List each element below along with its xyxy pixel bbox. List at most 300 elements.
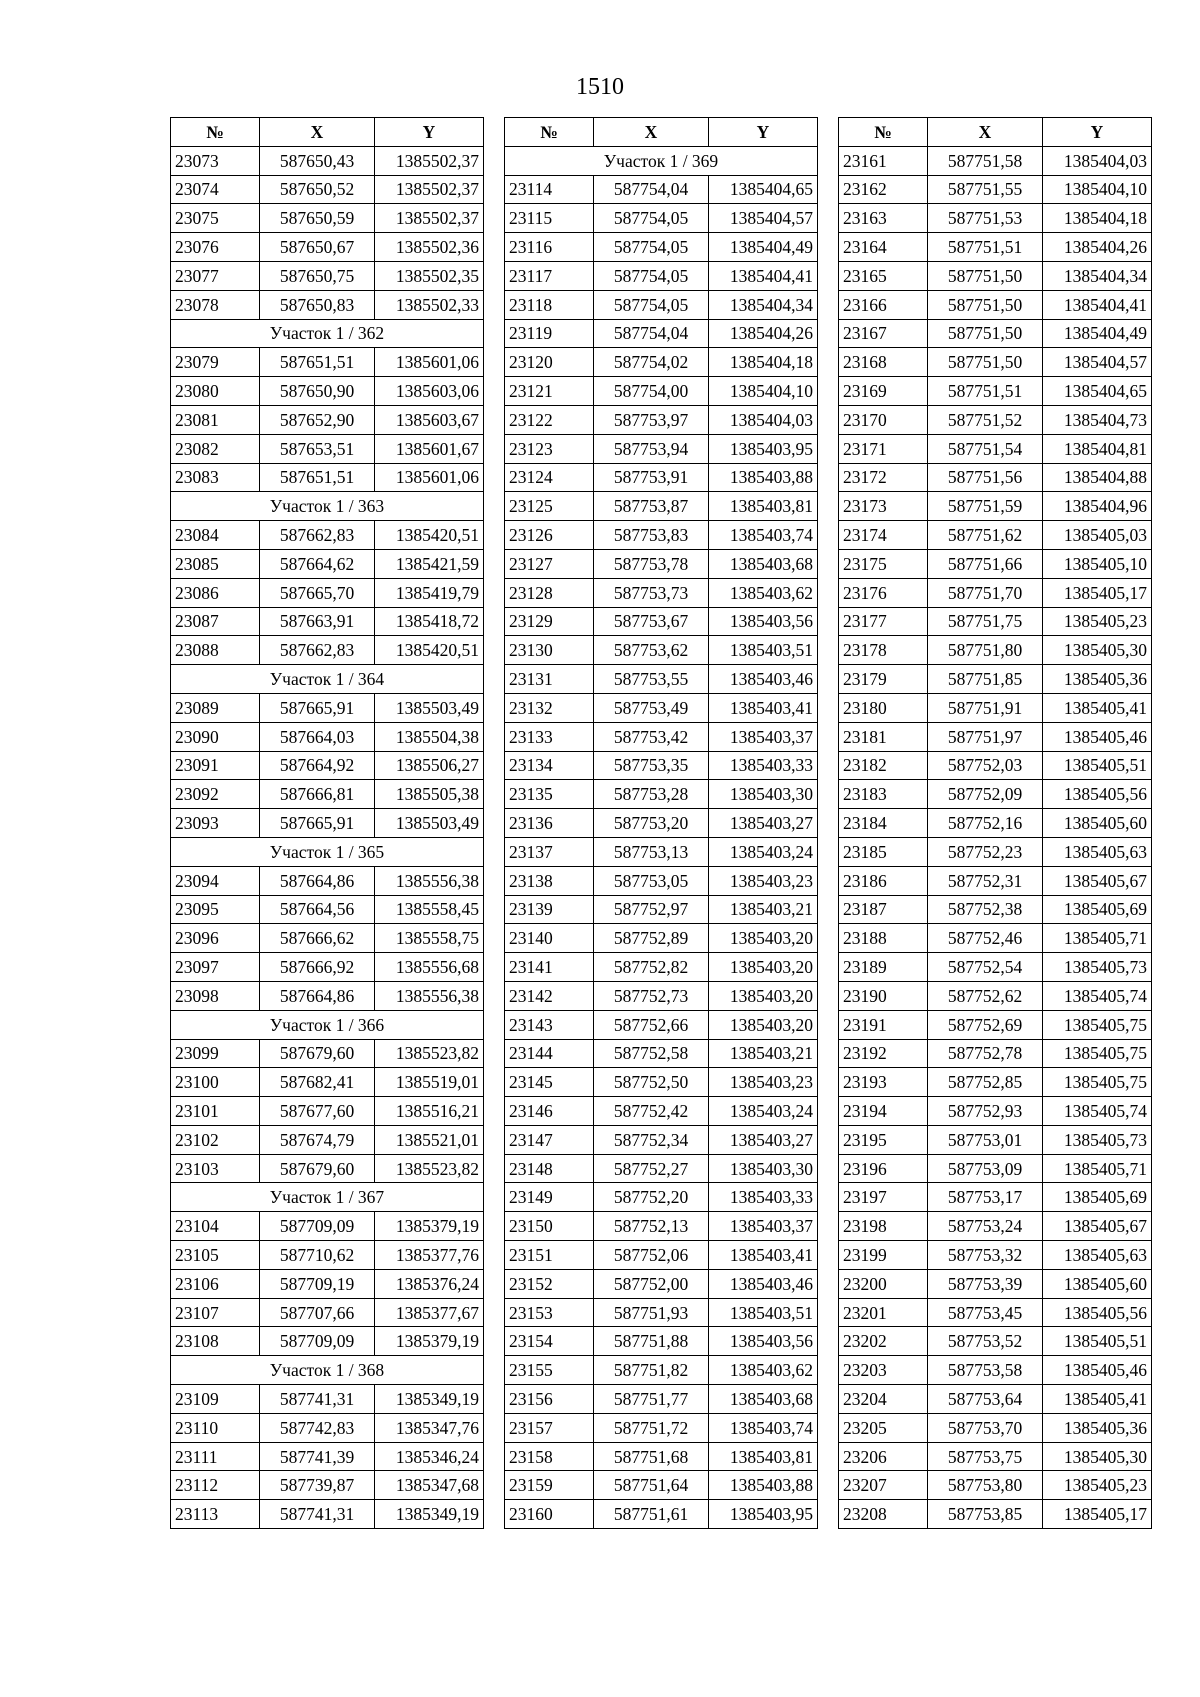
section-title: Участок 1 / 367 [171,1183,484,1212]
y-coordinate-cell: 1385403,68 [709,549,818,578]
x-coordinate-cell: 587753,09 [928,1154,1043,1183]
table-row [171,1442,484,1471]
table-row [505,1471,818,1500]
y-coordinate-cell: 1385404,41 [1043,290,1152,319]
table-row [171,434,484,463]
y-coordinate-cell: 1385502,33 [375,290,484,319]
y-coordinate-cell: 1385405,75 [1043,1068,1152,1097]
y-coordinate-cell: 1385403,21 [709,895,818,924]
x-coordinate-cell: 587651,51 [260,348,375,377]
y-coordinate-cell: 1385404,49 [1043,319,1152,348]
y-coordinate-cell: 1385404,49 [709,233,818,262]
section-title: Участок 1 / 369 [505,146,818,175]
table-row [839,1241,1152,1270]
table-row [505,1356,818,1385]
table-row [171,1298,484,1327]
x-coordinate-cell: 587751,51 [928,377,1043,406]
point-number-cell: 23151 [505,1241,594,1270]
point-number-cell: 23183 [839,780,928,809]
table-row [839,1068,1152,1097]
x-coordinate-cell: 587754,02 [594,348,709,377]
y-coordinate-cell: 1385404,03 [1043,146,1152,175]
y-coordinate-cell: 1385403,33 [709,1183,818,1212]
point-number-cell: 23152 [505,1269,594,1298]
table-row [171,290,484,319]
point-number-cell: 23144 [505,1039,594,1068]
point-number-cell: 23129 [505,607,594,636]
column-header-y: Y [375,118,484,147]
point-number-cell: 23175 [839,549,928,578]
y-coordinate-cell: 1385405,36 [1043,665,1152,694]
table-row [505,204,818,233]
x-coordinate-cell: 587752,58 [594,1039,709,1068]
x-coordinate-cell: 587664,92 [260,751,375,780]
x-coordinate-cell: 587753,70 [928,1413,1043,1442]
y-coordinate-cell: 1385405,41 [1043,693,1152,722]
point-number-cell: 23101 [171,1097,260,1126]
y-coordinate-cell: 1385405,74 [1043,1097,1152,1126]
table-row [505,1010,818,1039]
y-coordinate-cell: 1385405,51 [1043,751,1152,780]
point-number-cell: 23108 [171,1327,260,1356]
x-coordinate-cell: 587752,50 [594,1068,709,1097]
y-coordinate-cell: 1385404,96 [1043,492,1152,521]
table-row [839,1500,1152,1529]
y-coordinate-cell: 1385349,19 [375,1385,484,1414]
point-number-cell: 23110 [171,1413,260,1442]
x-coordinate-cell: 587753,35 [594,751,709,780]
x-coordinate-cell: 587662,83 [260,521,375,550]
point-number-cell: 23168 [839,348,928,377]
point-number-cell: 23102 [171,1125,260,1154]
y-coordinate-cell: 1385403,95 [709,1500,818,1529]
point-number-cell: 23085 [171,549,260,578]
section-title: Участок 1 / 362 [171,319,484,348]
point-number-cell: 23206 [839,1442,928,1471]
point-number-cell: 23087 [171,607,260,636]
table-row [839,1442,1152,1471]
table-row [839,1097,1152,1126]
point-number-cell: 23145 [505,1068,594,1097]
y-coordinate-cell: 1385405,71 [1043,924,1152,953]
x-coordinate-cell: 587753,62 [594,636,709,665]
point-number-cell: 23173 [839,492,928,521]
point-number-cell: 23159 [505,1471,594,1500]
point-number-cell: 23083 [171,463,260,492]
table-header-row [505,118,818,147]
y-coordinate-cell: 1385405,69 [1043,895,1152,924]
table-row [171,722,484,751]
point-number-cell: 23089 [171,693,260,722]
point-number-cell: 23114 [505,175,594,204]
point-number-cell: 23148 [505,1154,594,1183]
table-row [505,693,818,722]
point-number-cell: 23124 [505,463,594,492]
table-row [505,1413,818,1442]
y-coordinate-cell: 1385405,71 [1043,1154,1152,1183]
x-coordinate-cell: 587752,82 [594,953,709,982]
point-number-cell: 23093 [171,809,260,838]
table-row [505,780,818,809]
x-coordinate-cell: 587751,85 [928,665,1043,694]
y-coordinate-cell: 1385403,95 [709,434,818,463]
point-number-cell: 23185 [839,837,928,866]
table-row [839,866,1152,895]
table-row [839,578,1152,607]
y-coordinate-cell: 1385404,03 [709,405,818,434]
y-coordinate-cell: 1385404,57 [709,204,818,233]
point-number-cell: 23104 [171,1212,260,1241]
point-number-cell: 23075 [171,204,260,233]
y-coordinate-cell: 1385556,68 [375,953,484,982]
point-number-cell: 23091 [171,751,260,780]
table-row [505,607,818,636]
y-coordinate-cell: 1385379,19 [375,1327,484,1356]
x-coordinate-cell: 587650,67 [260,233,375,262]
table-row [839,1269,1152,1298]
table-row [505,1500,818,1529]
x-coordinate-cell: 587751,61 [594,1500,709,1529]
point-number-cell: 23140 [505,924,594,953]
y-coordinate-cell: 1385405,30 [1043,636,1152,665]
table-row [505,521,818,550]
table-row [839,290,1152,319]
x-coordinate-cell: 587752,97 [594,895,709,924]
table-row [171,1212,484,1241]
x-coordinate-cell: 587752,06 [594,1241,709,1270]
table-row [839,953,1152,982]
y-coordinate-cell: 1385502,36 [375,233,484,262]
y-coordinate-cell: 1385403,24 [709,1097,818,1126]
point-number-cell: 23111 [171,1442,260,1471]
point-number-cell: 23205 [839,1413,928,1442]
table-row [839,1010,1152,1039]
table-row [505,492,818,521]
table-row [839,1154,1152,1183]
section-title: Участок 1 / 363 [171,492,484,521]
y-coordinate-cell: 1385404,81 [1043,434,1152,463]
x-coordinate-cell: 587679,60 [260,1039,375,1068]
point-number-cell: 23137 [505,837,594,866]
y-coordinate-cell: 1385403,88 [709,463,818,492]
point-number-cell: 23077 [171,261,260,290]
section-row [171,837,484,866]
table-row [839,549,1152,578]
point-number-cell: 23118 [505,290,594,319]
y-coordinate-cell: 1385505,38 [375,780,484,809]
x-coordinate-cell: 587753,75 [928,1442,1043,1471]
point-number-cell: 23080 [171,377,260,406]
y-coordinate-cell: 1385404,57 [1043,348,1152,377]
x-coordinate-cell: 587650,90 [260,377,375,406]
table-row [839,405,1152,434]
y-coordinate-cell: 1385556,38 [375,981,484,1010]
table-row [839,1413,1152,1442]
table-row [505,1154,818,1183]
point-number-cell: 23073 [171,146,260,175]
y-coordinate-cell: 1385403,62 [709,1356,818,1385]
x-coordinate-cell: 587753,80 [928,1471,1043,1500]
column-header-number: № [839,118,928,147]
point-number-cell: 23096 [171,924,260,953]
y-coordinate-cell: 1385377,76 [375,1241,484,1270]
x-coordinate-cell: 587666,62 [260,924,375,953]
table-row [505,261,818,290]
x-coordinate-cell: 587752,54 [928,953,1043,982]
point-number-cell: 23136 [505,809,594,838]
point-number-cell: 23134 [505,751,594,780]
table-row [505,751,818,780]
coordinates-table-3 [838,117,1152,1529]
table-row [171,204,484,233]
table-row [171,175,484,204]
x-coordinate-cell: 587753,91 [594,463,709,492]
y-coordinate-cell: 1385521,01 [375,1125,484,1154]
point-number-cell: 23201 [839,1298,928,1327]
x-coordinate-cell: 587752,93 [928,1097,1043,1126]
y-coordinate-cell: 1385405,23 [1043,607,1152,636]
y-coordinate-cell: 1385404,65 [1043,377,1152,406]
table-row [505,348,818,377]
point-number-cell: 23196 [839,1154,928,1183]
y-coordinate-cell: 1385421,59 [375,549,484,578]
point-number-cell: 23162 [839,175,928,204]
x-coordinate-cell: 587753,52 [928,1327,1043,1356]
x-coordinate-cell: 587751,54 [928,434,1043,463]
table-row [505,1039,818,1068]
y-coordinate-cell: 1385403,68 [709,1385,818,1414]
x-coordinate-cell: 587665,70 [260,578,375,607]
y-coordinate-cell: 1385403,56 [709,607,818,636]
y-coordinate-cell: 1385403,74 [709,1413,818,1442]
y-coordinate-cell: 1385601,67 [375,434,484,463]
point-number-cell: 23178 [839,636,928,665]
section-row [171,1183,484,1212]
point-number-cell: 23090 [171,722,260,751]
x-coordinate-cell: 587751,93 [594,1298,709,1327]
section-title: Участок 1 / 368 [171,1356,484,1385]
x-coordinate-cell: 587751,56 [928,463,1043,492]
y-coordinate-cell: 1385403,20 [709,953,818,982]
point-number-cell: 23149 [505,1183,594,1212]
x-coordinate-cell: 587677,60 [260,1097,375,1126]
point-number-cell: 23156 [505,1385,594,1414]
x-coordinate-cell: 587753,24 [928,1212,1043,1241]
point-number-cell: 23191 [839,1010,928,1039]
y-coordinate-cell: 1385405,36 [1043,1413,1152,1442]
table-row [505,1298,818,1327]
table-row [839,636,1152,665]
y-coordinate-cell: 1385405,63 [1043,837,1152,866]
x-coordinate-cell: 587753,45 [928,1298,1043,1327]
y-coordinate-cell: 1385403,30 [709,1154,818,1183]
y-coordinate-cell: 1385405,75 [1043,1039,1152,1068]
table-row [505,1097,818,1126]
y-coordinate-cell: 1385404,41 [709,261,818,290]
point-number-cell: 23199 [839,1241,928,1270]
table-row [171,521,484,550]
y-coordinate-cell: 1385349,19 [375,1500,484,1529]
x-coordinate-cell: 587751,75 [928,607,1043,636]
point-number-cell: 23119 [505,319,594,348]
x-coordinate-cell: 587753,20 [594,809,709,838]
point-number-cell: 23182 [839,751,928,780]
y-coordinate-cell: 1385403,23 [709,1068,818,1097]
point-number-cell: 23115 [505,204,594,233]
y-coordinate-cell: 1385403,41 [709,693,818,722]
y-coordinate-cell: 1385405,03 [1043,521,1152,550]
point-number-cell: 23121 [505,377,594,406]
table-row [171,693,484,722]
section-row [505,146,818,175]
table-row [505,636,818,665]
x-coordinate-cell: 587754,04 [594,175,709,204]
y-coordinate-cell: 1385403,30 [709,780,818,809]
point-number-cell: 23164 [839,233,928,262]
table-row [839,607,1152,636]
y-coordinate-cell: 1385519,01 [375,1068,484,1097]
table-row [505,809,818,838]
table-row [171,1385,484,1414]
x-coordinate-cell: 587741,39 [260,1442,375,1471]
y-coordinate-cell: 1385558,45 [375,895,484,924]
y-coordinate-cell: 1385403,20 [709,981,818,1010]
point-number-cell: 23123 [505,434,594,463]
x-coordinate-cell: 587751,68 [594,1442,709,1471]
y-coordinate-cell: 1385405,23 [1043,1471,1152,1500]
point-number-cell: 23098 [171,981,260,1010]
point-number-cell: 23116 [505,233,594,262]
table-row [505,578,818,607]
point-number-cell: 23202 [839,1327,928,1356]
y-coordinate-cell: 1385403,23 [709,866,818,895]
y-coordinate-cell: 1385405,67 [1043,1212,1152,1241]
table-row [839,1385,1152,1414]
point-number-cell: 23146 [505,1097,594,1126]
table-row [505,233,818,262]
table-row [505,290,818,319]
x-coordinate-cell: 587739,87 [260,1471,375,1500]
column-header-number: № [505,118,594,147]
x-coordinate-cell: 587751,59 [928,492,1043,521]
table-row [505,1327,818,1356]
x-coordinate-cell: 587754,00 [594,377,709,406]
x-coordinate-cell: 587709,09 [260,1212,375,1241]
y-coordinate-cell: 1385405,30 [1043,1442,1152,1471]
section-row [171,319,484,348]
point-number-cell: 23169 [839,377,928,406]
point-number-cell: 23113 [171,1500,260,1529]
point-number-cell: 23131 [505,665,594,694]
x-coordinate-cell: 587754,05 [594,204,709,233]
table-row [171,1154,484,1183]
x-coordinate-cell: 587741,31 [260,1385,375,1414]
x-coordinate-cell: 587751,66 [928,549,1043,578]
y-coordinate-cell: 1385403,37 [709,722,818,751]
point-number-cell: 23109 [171,1385,260,1414]
x-coordinate-cell: 587751,97 [928,722,1043,751]
x-coordinate-cell: 587753,97 [594,405,709,434]
x-coordinate-cell: 587752,34 [594,1125,709,1154]
x-coordinate-cell: 587650,83 [260,290,375,319]
table-row [171,809,484,838]
point-number-cell: 23200 [839,1269,928,1298]
y-coordinate-cell: 1385403,20 [709,1010,818,1039]
x-coordinate-cell: 587753,01 [928,1125,1043,1154]
point-number-cell: 23160 [505,1500,594,1529]
y-coordinate-cell: 1385601,06 [375,348,484,377]
table-row [171,780,484,809]
point-number-cell: 23165 [839,261,928,290]
x-coordinate-cell: 587752,20 [594,1183,709,1212]
table-row [171,1327,484,1356]
table-row [839,981,1152,1010]
y-coordinate-cell: 1385404,34 [709,290,818,319]
column-header-y: Y [709,118,818,147]
point-number-cell: 23172 [839,463,928,492]
y-coordinate-cell: 1385405,74 [1043,981,1152,1010]
table-row [505,1183,818,1212]
x-coordinate-cell: 587742,83 [260,1413,375,1442]
point-number-cell: 23177 [839,607,928,636]
x-coordinate-cell: 587664,62 [260,549,375,578]
point-number-cell: 23139 [505,895,594,924]
table-row [171,953,484,982]
y-coordinate-cell: 1385403,62 [709,578,818,607]
x-coordinate-cell: 587650,52 [260,175,375,204]
x-coordinate-cell: 587709,09 [260,1327,375,1356]
y-coordinate-cell: 1385503,49 [375,809,484,838]
point-number-cell: 23197 [839,1183,928,1212]
point-number-cell: 23158 [505,1442,594,1471]
table-row [839,924,1152,953]
table-row [505,722,818,751]
x-coordinate-cell: 587753,94 [594,434,709,463]
table-row [839,1471,1152,1500]
y-coordinate-cell: 1385403,46 [709,1269,818,1298]
x-coordinate-cell: 587753,85 [928,1500,1043,1529]
point-number-cell: 23174 [839,521,928,550]
y-coordinate-cell: 1385418,72 [375,607,484,636]
point-number-cell: 23198 [839,1212,928,1241]
table-row [839,348,1152,377]
point-number-cell: 23170 [839,405,928,434]
x-coordinate-cell: 587751,70 [928,578,1043,607]
table-row [171,1097,484,1126]
table-row [505,1241,818,1270]
point-number-cell: 23186 [839,866,928,895]
y-coordinate-cell: 1385405,60 [1043,809,1152,838]
x-coordinate-cell: 587664,03 [260,722,375,751]
point-number-cell: 23181 [839,722,928,751]
point-number-cell: 23074 [171,175,260,204]
point-number-cell: 23154 [505,1327,594,1356]
y-coordinate-cell: 1385405,10 [1043,549,1152,578]
table-row [505,665,818,694]
y-coordinate-cell: 1385404,26 [1043,233,1152,262]
y-coordinate-cell: 1385420,51 [375,521,484,550]
x-coordinate-cell: 587753,28 [594,780,709,809]
point-number-cell: 23161 [839,146,928,175]
point-number-cell: 23155 [505,1356,594,1385]
table-row [505,924,818,953]
x-coordinate-cell: 587751,50 [928,348,1043,377]
y-coordinate-cell: 1385403,51 [709,1298,818,1327]
point-number-cell: 23084 [171,521,260,550]
x-coordinate-cell: 587753,05 [594,866,709,895]
point-number-cell: 23117 [505,261,594,290]
y-coordinate-cell: 1385404,18 [1043,204,1152,233]
